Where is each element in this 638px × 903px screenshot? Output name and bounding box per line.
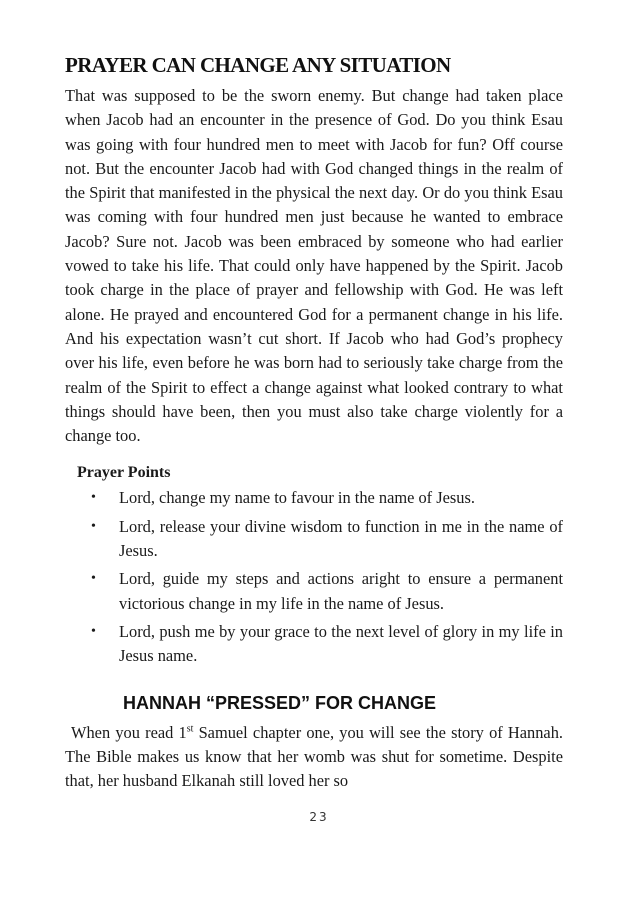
page-number: 23 — [309, 810, 329, 824]
prayer-point-item — [91, 620, 563, 669]
prayer-point-text: Lord, guide my steps and actions aright to ensure a permanent victorious change in my life in the name of Jesus. — [119, 569, 563, 613]
prayer-points-list — [65, 486, 563, 668]
section-paragraph — [65, 721, 563, 794]
prayer-point-text: Lord, change my name to favour in the name of Jesus. — [119, 488, 475, 508]
ordinal-superscript: st — [186, 723, 194, 735]
prayer-point-item — [91, 515, 563, 564]
prayer-point-item — [91, 486, 563, 510]
bullet-icon: • — [91, 518, 96, 534]
prayer-point-text: Lord, release your divine wisdom to function in me in the name of Jesus. — [119, 516, 563, 561]
bullet-icon: • — [91, 490, 96, 506]
prayer-points-heading: Prayer Points — [77, 464, 171, 482]
bullet-icon: • — [91, 623, 96, 639]
document-page — [65, 52, 563, 793]
prayer-point-item — [91, 567, 563, 616]
prayer-point-text: Lord, push me by your grace to the next level of glory in my life in Jesus name. — [119, 621, 563, 666]
section-text-start: When you read 1 — [71, 722, 187, 742]
body-paragraph: That was supposed to be the sworn enemy. But change had taken place when Jacob had an encounter in the presence of God. Do you think Esau was going with four hundred men to meet with Jacob for fun? Off course not. But the encounter Jacob had with God changed things in the realm of the Spirit that manifested in the physical the next day. Or do you think Esau was coming with four hundred men just because he wanted to embrace Jacob? Sure not. Jacob was been embraced by someone who had earlier vowed to take his life. That could only have happened by the Spirit. Jacob took charge in the place of prayer and fellowship with God. He was left alone. He prayed and encountered God for a permanent change in his life. And his expectation wasn’t cut short. If Jacob who had God’s prophecy over his life, even before he was born had to seriously take charge from the realm of the Spirit to effect a change against what looked contrary to what things should have been, then you must also take charge violently for a change too. — [65, 86, 563, 446]
chapter-title: PRAYER CAN CHANGE ANY SITUATION — [65, 53, 451, 77]
section-heading: HANNAH “PRESSED” FOR CHANGE — [123, 692, 437, 713]
bullet-icon: • — [91, 571, 96, 587]
section-text-rest: Samuel chapter one, you will see the story of Hannah. The Bible makes us know that her womb was shut for sometime. Despite that, her husband Elkanah still loved her so — [65, 722, 563, 791]
